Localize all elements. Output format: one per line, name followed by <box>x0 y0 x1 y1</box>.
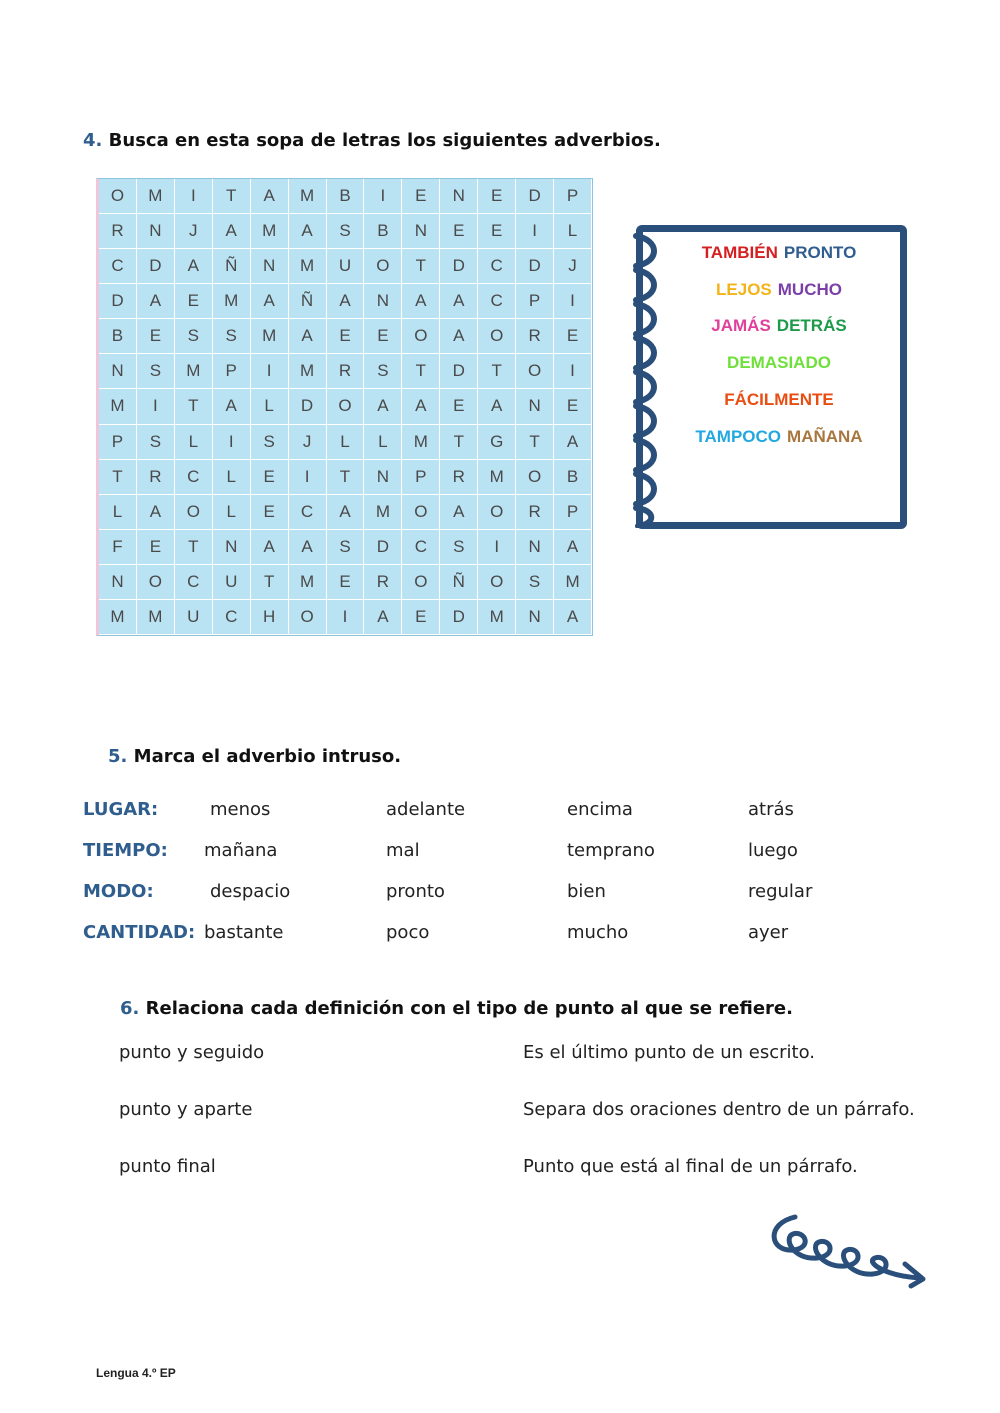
grid-letter[interactable]: P <box>554 179 592 214</box>
grid-letter[interactable]: M <box>478 460 516 495</box>
grid-letter[interactable]: S <box>327 214 365 249</box>
grid-letter[interactable]: L <box>213 460 251 495</box>
grid-letter[interactable]: C <box>175 460 213 495</box>
adverb-option[interactable]: poco <box>386 922 430 943</box>
grid-letter[interactable]: O <box>516 460 554 495</box>
word-list-word: JAMÁS <box>711 316 771 335</box>
grid-letter[interactable]: P <box>402 460 440 495</box>
grid-letter[interactable]: M <box>213 284 251 319</box>
grid-letter[interactable]: A <box>137 495 175 530</box>
grid-letter[interactable]: I <box>251 354 289 389</box>
grid-letter[interactable]: O <box>478 495 516 530</box>
word-list-word: TAMBIÉN <box>701 243 778 262</box>
grid-letter[interactable]: T <box>516 425 554 460</box>
grid-letter[interactable]: Ñ <box>213 249 251 284</box>
adverb-option[interactable]: bastante <box>204 922 284 943</box>
grid-letter[interactable]: S <box>175 319 213 354</box>
grid-letter[interactable]: O <box>327 389 365 424</box>
grid-letter[interactable]: E <box>327 565 365 600</box>
grid-letter[interactable]: O <box>289 600 327 635</box>
grid-letter[interactable]: A <box>251 179 289 214</box>
grid-letter[interactable]: M <box>364 495 402 530</box>
grid-letter[interactable]: N <box>516 389 554 424</box>
grid-letter[interactable]: I <box>478 530 516 565</box>
grid-letter[interactable]: M <box>289 249 327 284</box>
grid-letter[interactable]: J <box>175 214 213 249</box>
grid-letter[interactable]: T <box>402 354 440 389</box>
grid-letter[interactable]: T <box>402 249 440 284</box>
grid-letter[interactable]: M <box>99 389 137 424</box>
grid-letter[interactable]: I <box>137 389 175 424</box>
word-search-grid[interactable] <box>96 178 593 636</box>
grid-letter[interactable]: H <box>251 600 289 635</box>
word-list-word: LEJOS <box>716 280 772 299</box>
grid-letter[interactable]: O <box>516 354 554 389</box>
adverb-option[interactable]: encima <box>567 799 633 820</box>
grid-letter[interactable]: L <box>364 425 402 460</box>
grid-letter[interactable]: N <box>516 530 554 565</box>
word-list-line <box>648 353 910 373</box>
grid-letter[interactable]: M <box>289 565 327 600</box>
grid-letter[interactable]: O <box>478 565 516 600</box>
grid-letter[interactable]: M <box>402 425 440 460</box>
grid-letter[interactable]: S <box>137 425 175 460</box>
grid-letter[interactable]: O <box>99 179 137 214</box>
grid-letter[interactable]: B <box>364 214 402 249</box>
grid-letter[interactable]: P <box>99 425 137 460</box>
grid-letter[interactable]: T <box>440 425 478 460</box>
row-label-cantidad: CANTIDAD: <box>83 922 196 943</box>
grid-letter[interactable]: O <box>364 249 402 284</box>
grid-letter[interactable]: R <box>364 565 402 600</box>
grid-letter[interactable]: T <box>175 389 213 424</box>
grid-letter[interactable]: P <box>554 495 592 530</box>
grid-letter[interactable]: E <box>440 389 478 424</box>
grid-letter[interactable]: D <box>364 530 402 565</box>
grid-letter[interactable]: I <box>175 179 213 214</box>
definition-item[interactable]: Es el último punto de un escrito. <box>523 1042 816 1063</box>
grid-letter[interactable]: A <box>213 389 251 424</box>
grid-letter[interactable]: A <box>289 319 327 354</box>
word-list-word: DEMASIADO <box>727 353 831 372</box>
grid-letter[interactable]: A <box>364 389 402 424</box>
grid-letter[interactable]: A <box>402 389 440 424</box>
word-list-line <box>648 243 910 263</box>
grid-letter[interactable]: B <box>327 179 365 214</box>
grid-letter[interactable]: E <box>251 460 289 495</box>
section-5-title: Marca el adverbio intruso. <box>133 746 402 767</box>
grid-letter[interactable]: B <box>99 319 137 354</box>
grid-letter[interactable]: B <box>554 460 592 495</box>
grid-letter[interactable]: A <box>251 284 289 319</box>
grid-letter[interactable]: S <box>440 530 478 565</box>
grid-letter[interactable]: S <box>213 319 251 354</box>
grid-letter[interactable]: U <box>327 249 365 284</box>
grid-letter[interactable]: A <box>364 600 402 635</box>
grid-letter[interactable]: P <box>516 284 554 319</box>
grid-letter[interactable]: M <box>554 565 592 600</box>
grid-letter[interactable]: D <box>440 600 478 635</box>
word-list-box <box>636 225 907 529</box>
grid-letter[interactable]: N <box>99 354 137 389</box>
grid-letter[interactable]: A <box>554 425 592 460</box>
grid-letter[interactable]: E <box>478 214 516 249</box>
adverb-option[interactable]: ayer <box>748 922 789 943</box>
grid-letter[interactable]: T <box>251 565 289 600</box>
definition-item[interactable]: Separa dos oraciones dentro de un párrafo. <box>523 1099 915 1120</box>
grid-letter[interactable]: O <box>137 565 175 600</box>
grid-letter[interactable]: I <box>554 354 592 389</box>
grid-letter[interactable]: D <box>440 354 478 389</box>
grid-letter[interactable]: D <box>289 389 327 424</box>
grid-letter[interactable]: R <box>137 460 175 495</box>
grid-letter[interactable]: T <box>213 179 251 214</box>
section-4-number: 4. <box>83 130 103 151</box>
grid-letter[interactable]: C <box>478 249 516 284</box>
grid-letter[interactable]: R <box>99 214 137 249</box>
grid-letter[interactable]: M <box>251 319 289 354</box>
grid-letter[interactable]: C <box>402 530 440 565</box>
curly-arrow-icon <box>765 1212 935 1292</box>
grid-letter[interactable]: A <box>478 389 516 424</box>
adverb-option[interactable]: adelante <box>386 799 466 820</box>
grid-letter[interactable]: M <box>289 179 327 214</box>
grid-letter[interactable]: Ñ <box>289 284 327 319</box>
grid-letter[interactable]: L <box>554 214 592 249</box>
grid-letter[interactable]: E <box>251 495 289 530</box>
word-list-line <box>648 390 910 410</box>
grid-letter[interactable]: E <box>402 179 440 214</box>
adverb-option[interactable]: temprano <box>567 840 655 861</box>
punct-type-item[interactable]: punto y seguido <box>119 1042 265 1063</box>
grid-letter[interactable]: L <box>327 425 365 460</box>
grid-letter[interactable]: N <box>364 284 402 319</box>
grid-letter[interactable]: E <box>554 389 592 424</box>
grid-letter[interactable]: M <box>175 354 213 389</box>
grid-letter[interactable]: R <box>516 495 554 530</box>
grid-letter[interactable]: A <box>440 495 478 530</box>
grid-letter[interactable]: D <box>99 284 137 319</box>
grid-letter[interactable]: N <box>213 530 251 565</box>
section-5-number: 5. <box>108 746 128 767</box>
adverb-option[interactable]: mañana <box>204 840 278 861</box>
grid-letter[interactable]: E <box>402 600 440 635</box>
grid-letter[interactable]: J <box>554 249 592 284</box>
grid-letter[interactable]: E <box>137 530 175 565</box>
grid-letter[interactable]: M <box>137 600 175 635</box>
word-list-word: MUCHO <box>777 280 842 299</box>
adverb-option[interactable]: luego <box>748 840 798 861</box>
grid-letter[interactable]: A <box>554 530 592 565</box>
grid-letter[interactable]: O <box>402 319 440 354</box>
grid-letter[interactable]: E <box>327 319 365 354</box>
grid-letter[interactable]: A <box>251 530 289 565</box>
grid-letter[interactable]: N <box>251 249 289 284</box>
grid-letter[interactable]: Ñ <box>440 565 478 600</box>
grid-letter[interactable]: R <box>440 460 478 495</box>
grid-letter[interactable]: A <box>289 530 327 565</box>
punct-type-item[interactable]: punto final <box>119 1156 216 1177</box>
grid-letter[interactable]: S <box>327 530 365 565</box>
word-list-line <box>648 280 910 300</box>
grid-letter[interactable]: I <box>327 600 365 635</box>
grid-letter[interactable]: S <box>516 565 554 600</box>
grid-letter[interactable]: N <box>516 600 554 635</box>
grid-letter[interactable]: U <box>213 565 251 600</box>
grid-letter[interactable]: S <box>137 354 175 389</box>
row-label-tiempo: TIEMPO: <box>83 840 168 861</box>
grid-letter[interactable]: O <box>478 319 516 354</box>
grid-letter[interactable]: L <box>99 495 137 530</box>
grid-letter[interactable]: E <box>554 319 592 354</box>
grid-letter[interactable]: A <box>175 249 213 284</box>
grid-letter[interactable]: U <box>175 600 213 635</box>
grid-letter[interactable]: M <box>99 600 137 635</box>
grid-letter[interactable]: F <box>99 530 137 565</box>
section-4-title: Busca en esta sopa de letras los siguientes adverbios. <box>108 130 661 151</box>
grid-letter[interactable]: I <box>554 284 592 319</box>
grid-letter[interactable]: M <box>289 354 327 389</box>
grid-letter[interactable]: A <box>402 284 440 319</box>
grid-letter[interactable]: N <box>402 214 440 249</box>
word-list-line <box>648 316 910 336</box>
row-label-modo: MODO: <box>83 881 154 902</box>
adverb-option[interactable]: mucho <box>567 922 629 943</box>
section-6-heading <box>120 998 793 1019</box>
punct-type-item[interactable]: punto y aparte <box>119 1099 253 1120</box>
grid-letter[interactable]: C <box>289 495 327 530</box>
adverb-option[interactable]: pronto <box>386 881 445 902</box>
grid-letter[interactable]: A <box>213 214 251 249</box>
grid-letter[interactable]: C <box>478 284 516 319</box>
grid-letter[interactable]: C <box>175 565 213 600</box>
grid-letter[interactable]: T <box>175 530 213 565</box>
word-list-word: DETRÁS <box>776 316 847 335</box>
adverb-option[interactable]: regular <box>748 881 813 902</box>
grid-letter[interactable]: I <box>213 425 251 460</box>
section-4-heading <box>83 130 661 151</box>
grid-letter[interactable]: I <box>364 179 402 214</box>
grid-letter[interactable]: E <box>364 319 402 354</box>
grid-letter[interactable]: D <box>516 249 554 284</box>
grid-letter[interactable]: D <box>516 179 554 214</box>
section-6-title: Relaciona cada definición con el tipo de punto al que se refiere. <box>145 998 793 1019</box>
adverb-option[interactable]: atrás <box>748 799 794 820</box>
grid-letter[interactable]: M <box>251 214 289 249</box>
grid-letter[interactable]: A <box>137 284 175 319</box>
grid-letter[interactable]: S <box>364 354 402 389</box>
grid-letter[interactable]: T <box>327 460 365 495</box>
grid-letter[interactable]: A <box>440 284 478 319</box>
grid-letter[interactable]: A <box>289 214 327 249</box>
grid-letter[interactable]: L <box>213 495 251 530</box>
grid-letter[interactable]: S <box>251 425 289 460</box>
grid-letter[interactable]: O <box>402 565 440 600</box>
grid-letter[interactable]: I <box>516 214 554 249</box>
grid-letter[interactable]: E <box>175 284 213 319</box>
grid-letter[interactable]: D <box>440 249 478 284</box>
grid-letter[interactable]: R <box>516 319 554 354</box>
adverb-option[interactable]: menos <box>210 799 271 820</box>
grid-letter[interactable]: I <box>289 460 327 495</box>
word-list-word: FÁCILMENTE <box>724 390 834 409</box>
grid-letter[interactable]: A <box>440 319 478 354</box>
grid-letter[interactable]: A <box>327 284 365 319</box>
grid-letter[interactable]: E <box>478 179 516 214</box>
adverb-option[interactable]: bien <box>567 881 606 902</box>
adverb-option[interactable]: mal <box>386 840 420 861</box>
grid-letter[interactable]: T <box>478 354 516 389</box>
row-label-lugar: LUGAR: <box>83 799 159 820</box>
grid-letter[interactable]: O <box>402 495 440 530</box>
grid-letter[interactable]: N <box>364 460 402 495</box>
spiral-binding-icon <box>626 228 666 528</box>
grid-letter[interactable]: P <box>213 354 251 389</box>
grid-letter[interactable]: J <box>289 425 327 460</box>
grid-letter[interactable]: C <box>99 249 137 284</box>
grid-letter[interactable]: L <box>251 389 289 424</box>
grid-letter[interactable]: N <box>440 179 478 214</box>
grid-letter[interactable]: C <box>213 600 251 635</box>
grid-letter[interactable]: M <box>478 600 516 635</box>
grid-letter[interactable]: A <box>554 600 592 635</box>
grid-letter[interactable]: G <box>478 425 516 460</box>
grid-letter[interactable]: D <box>137 249 175 284</box>
grid-letter[interactable]: T <box>99 460 137 495</box>
grid-letter[interactable]: N <box>99 565 137 600</box>
word-list-word: PRONTO <box>783 243 857 262</box>
word-list-line <box>648 427 910 447</box>
section-6-number: 6. <box>120 998 140 1019</box>
grid-letter[interactable]: L <box>175 425 213 460</box>
grid-letter[interactable]: R <box>327 354 365 389</box>
word-list-word: TAMPOCO <box>695 427 782 446</box>
word-list-word: MAÑANA <box>787 427 863 446</box>
grid-letter[interactable]: E <box>440 214 478 249</box>
grid-letter[interactable]: E <box>137 319 175 354</box>
adverb-option[interactable]: despacio <box>210 881 291 902</box>
definition-item[interactable]: Punto que está al final de un párrafo. <box>523 1156 858 1177</box>
section-5-heading <box>108 746 401 767</box>
grid-letter[interactable]: N <box>137 214 175 249</box>
grid-letter[interactable]: A <box>327 495 365 530</box>
footer-label: Lengua 4.º EP <box>96 1366 176 1380</box>
grid-letter[interactable]: O <box>175 495 213 530</box>
grid-letter[interactable]: M <box>137 179 175 214</box>
